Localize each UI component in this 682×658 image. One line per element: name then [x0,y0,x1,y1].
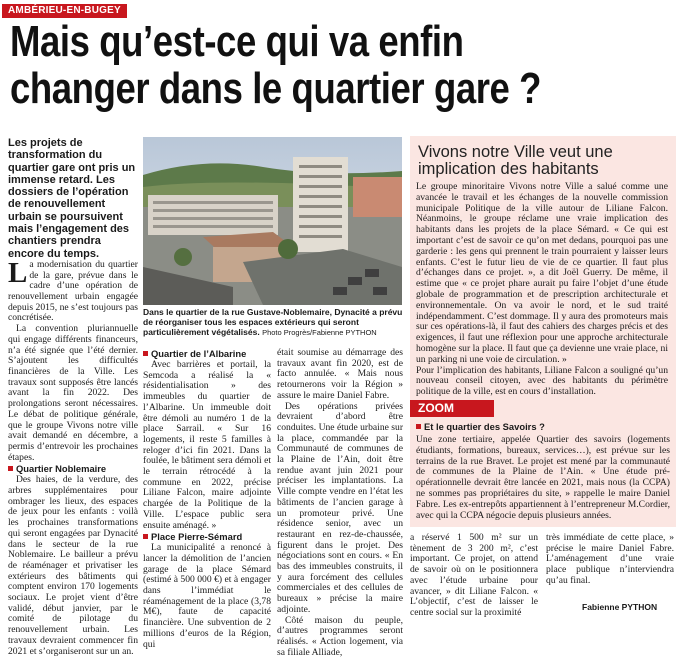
sidebar-title: Vivons notre Ville veut une implication des habitants [418,143,613,178]
subheading: Quartier de l’Albarine [143,348,271,360]
column-1 [8,137,138,657]
body-paragraph: très immédiate de cette place, » précise le maire Daniel Fabre. L’aménagement d’une vraie place publique n’interviendra qu’au final. [546,532,674,586]
column-5 [546,533,674,599]
photo-credit: Photo Progrès/Fabienne PYTHON [262,328,377,337]
body-paragraph: Côté maison du peuple, d’autres programmes seront réalisés. « Action logement, via sa filiale Alliade, [277,614,403,658]
photo-caption [143,307,403,338]
body-paragraph: Des haies, de la verdure, des arbres supplémentaires pour ombrager les lieux, des espaces de jeux pour les enfants : voilà les prochaines transformations qui seront engagées par Dynacité dans le secteur de la rue Noblemaire. Le bailleur a prévu de réaménager et privatiser les extérieurs des bâtiments qui comptent environ 170 logements sociaux. Le projet vient d’être validé, début janvier, par le comité de pilotage du renouvellement urbain. Les travaux devraient commencer fin 2021 et s’organiseront sur un an. [8,474,138,657]
headline-line-1: Mais qu’est-ce qui va enfin [10,17,464,66]
zoom-body: Une zone tertiaire, appelée Quartier des savoirs (logements étudiants, formations, bureaux, services…), est prévue sur les terrains de la rue Bravet. Le projet est mené par la communauté de communes de la Plaine de l’Ain. « Une étude pré-opérationnelle devrait être lancée en 2021, mais nous (la CCPA) ne sommes pas propriétaires du site, » rappelle le maire Daniel Fabre. Les ex-entrepôts appartiennent à l’entrepreneur M.Cordier, avec qui la CCPA négocie depuis plusieurs années. [416,434,670,521]
body-paragraph: La modernisation du quartier de la gare, prévue dans le cadre d’une opération de renouvellement urbain engagée depuis 2015, ne s’est toujours pas concrétisée. [8,256,138,324]
section-tag: AMBÉRIEU-EN-BUGEY [2,4,127,18]
body-paragraph: était soumise au démarrage des travaux avant fin 2020, est de facto annulée. « Mais nous retournerons voir la Région » assure le maire Daniel Fabre. [277,347,403,401]
headline [10,18,562,112]
body-paragraph: Pour l’implication des habitants, Liliane Falcon a souligné qu’un nouveau conseil citoyen, avec des habitants du périmètre politique de la ville, est en cours d’installation. [416,364,668,398]
body-paragraph: Des opérations privées devraient d’abord être conduites. Une étude urbaine sur la place, commandée par la Communauté de communes de la Plaine de l’Ain, doit être rendue avant juin 2021 pour préciser les implantations. La Ville compte vendre en l’état les bâtiments de l’ancien garage à un promoteur privé. Une résidence senior, avec un restaurant en rez-de-chaussée, figurent dans le projet. Des négociations sont en cours. « En bas des immeubles construits, il y aura forcément des cellules commerciales et des cellules de bureaux » précise la maire adjointe. [277,400,404,615]
column-4 [410,532,538,618]
body-paragraph: Le groupe minoritaire Vivons notre Ville a salué comme une avancée le travail et les échanges de la nouvelle commission municipale Politique de la ville autour de Liliane Falcon. Néanmoins, le groupe réclame une vraie implication des habitants dans les projets de la place Sémard. « Ce qui est important c’est de savoir ce qu’on met dedans, pourquoi pas une garderie : les gens qui prennent le train pourraient y laisser leurs enfants. C’est le futur lieu de vie de ce quartier. Il faut plus d’échanges dans ce projet. », a dit Joël Guerry. De même, il estime que « ce projet phare aurait pu faire l’objet d’une étude globale de programmation et de prescription architecturale et environnementale. On va avoir le nord, et le sud traité indépendamment. C’est dommage. Il y aura des promoteurs mais sur ces opérations-là, il faut des cahiers des charges précis et des exigences, il faut une réflexion pour une approche architecturale homogène sur la place. Il faut que ça devienne une vraie place, ni un parking ni une voie de circulation. » [416,181,668,365]
sidebar-body [416,182,668,398]
body-paragraph: a réservé 1 500 m² sur un tènement de 3 200 m², c’est important. Ce projet, on attend de savoir où on le positionnera avec l’étude urbaine pour avancer, » dit Liliane Falcon. « L’objectif, c’est de laisser le centre social sur la proximité [410,532,538,618]
drop-cap: L [8,256,28,289]
zoom-box [410,417,676,527]
subheading: Place Pierre-Sémard [143,531,271,543]
zoom-label: ZOOM [410,400,494,417]
lead-paragraph: Les projets de transformation du quartier gare ont pris un immense retard. Les dossiers de l’opération de renouvellement urbain se poursuivent mais l’engagement des chantiers prendra encore du temps. [8,137,136,260]
body-paragraph: La municipalité a renoncé à lancer la démolition de l’ancien garage de la place Sémard (estimé à 500 000 €) et à engager dans l’immédiat le réaménagement de la place (3,78 M€), faute de capacité financière. Une subvention de 2 millions d’euros de la Région, qui [143,542,271,650]
column-2 [143,348,271,650]
body-paragraph: La convention pluriannuelle qui engage différents financeurs, n’a été signée que l’été dernier. S’ajoutent les difficultés financières de la Ville. Les travaux sont supposés être lancés avant la fin 2022. Des prolongations seront nécessaires. Le débat de politique générale, que le groupe Vivons notre ville avait demandé en décembre, a permis d’entrevoir les prochaines étapes. [8,323,138,463]
body-paragraph: Avec barrières et portail, la Semcoda a réalisé la « résidentialisation » des immeubles du quartier de l’Albarine. Un immeuble doit être démoli au numéro 1 de la place Sarrail. « Sur 16 logements, il reste 5 familles à reloger d’ici fin 2021. Dans la foulée, le bâtiment sera démoli et le terrain rétrocédé à la commune en 2022, précise Liliane Falcon, maire adjointe chargée de la Politique de la Ville. L’espace public sera ensuite aménagé. » [143,359,271,531]
subheading: Quartier Noblemaire [8,463,138,475]
column-3 [277,347,404,658]
headline-line-2: changer dans le quartier gare ? [10,64,542,113]
photo-image [143,137,402,305]
caption-text: Dans le quartier de la rue Gustave-Noblemaire, Dynacité a prévu de réorganiser tous les espaces extérieurs qui seront particulièrement végétalisés. [143,307,403,337]
photo [143,137,402,305]
zoom-header [410,400,676,417]
byline: Fabienne PYTHON [582,602,658,612]
zoom-subheading: Et le quartier des Savoirs ? [416,421,545,432]
